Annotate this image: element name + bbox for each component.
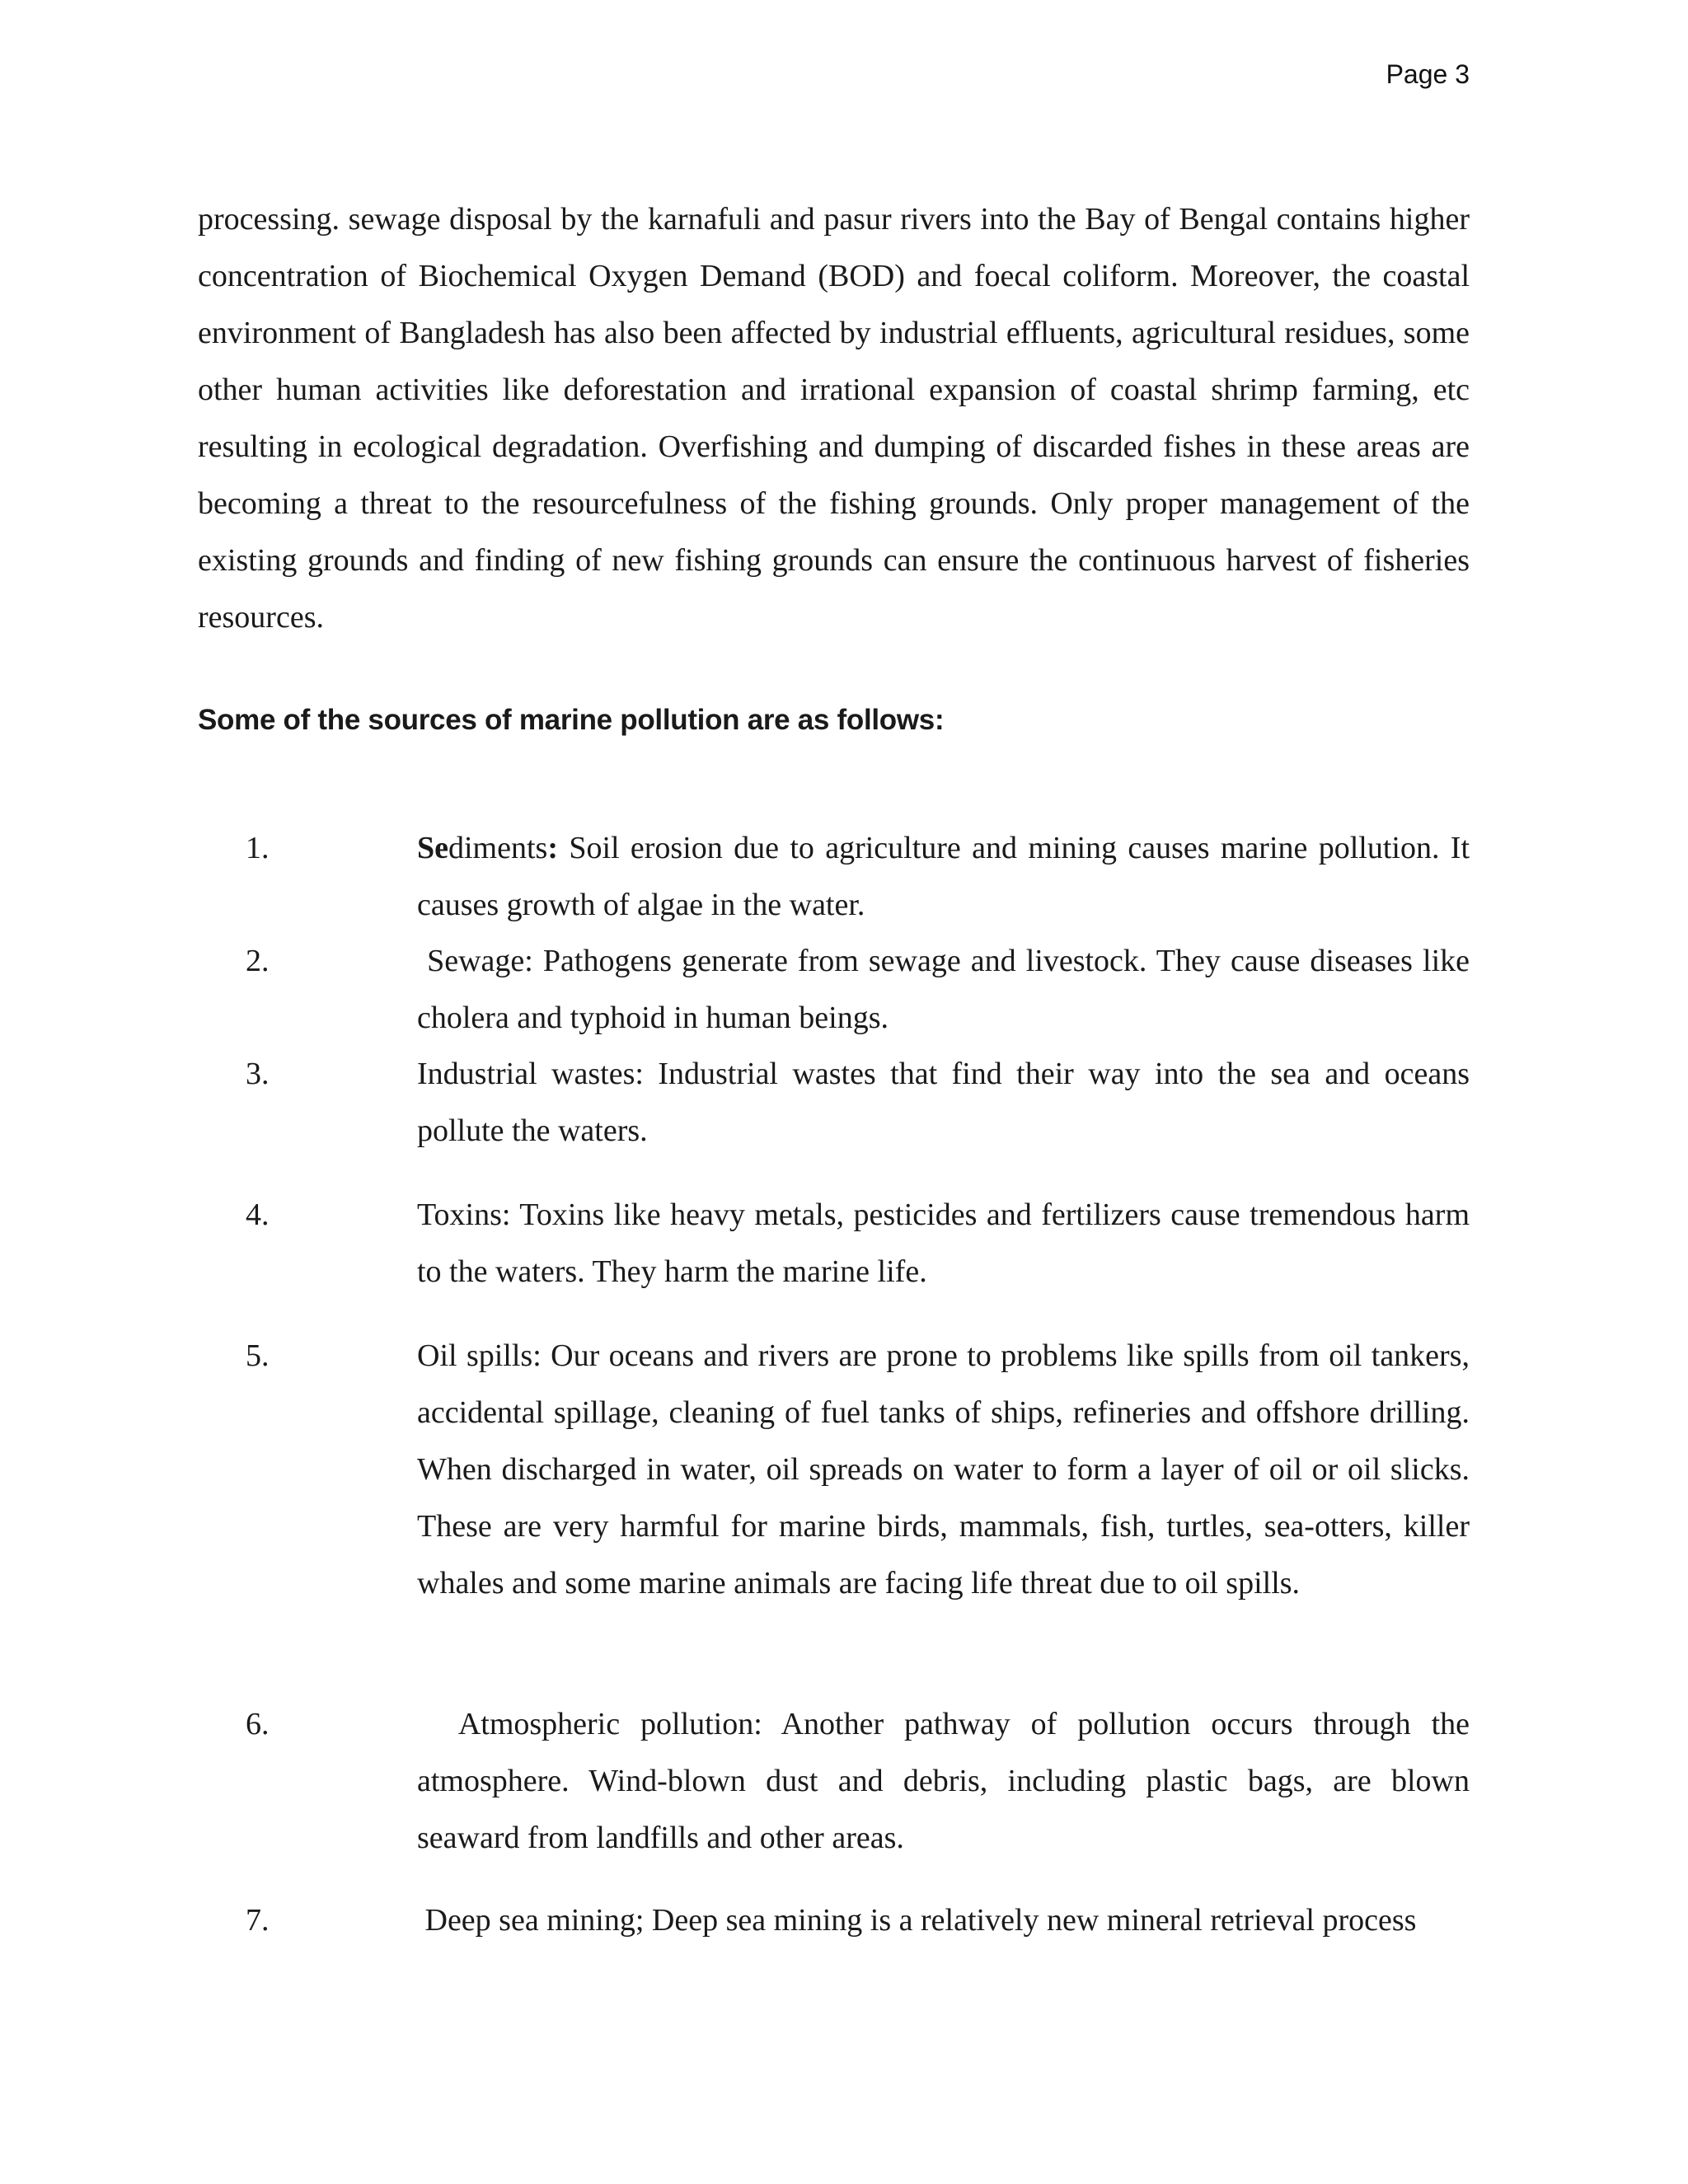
- list-text: Sediments: Soil erosion due to agriculture and mining causes marine pollution. It causes growth of algae in the water.: [417, 831, 1470, 922]
- list-number: 5.: [246, 1338, 270, 1373]
- list-number: 6.: [246, 1707, 270, 1741]
- list-number: 2.: [246, 944, 270, 978]
- list-number: 1.: [246, 831, 270, 865]
- section-heading: Some of the sources of marine pollution are as follows:: [198, 704, 945, 736]
- intro-paragraph: processing. sewage disposal by the karnafuli and pasur rivers into the Bay of Bengal contains higher concentration of Biochemical Oxygen Demand (BOD) and foecal coliform. Moreover, the coastal environment of Bangladesh has also been affected by industrial effluents, agricultural residues, some other human activities like deforestation and irrational expansion of coastal shrimp farming, etc resulting in ecological degradation. Overfishing and dumping of discarded fishes in these areas are becoming a threat to the resourcefulness of the fishing grounds. Only proper management of the existing grounds and finding of new fishing grounds can ensure the continuous harvest of fisheries resources.: [198, 202, 1470, 635]
- page-number: Page 3: [1386, 59, 1470, 89]
- list-text: Deep sea mining; Deep sea mining is a relatively new mineral retrieval process: [417, 1903, 1417, 1938]
- list-number: 3.: [246, 1057, 270, 1091]
- list-number: 7.: [246, 1903, 270, 1938]
- list-text: Toxins: Toxins like heavy metals, pesticides and fertilizers cause tremendous harm to the waters. They harm the marine life.: [417, 1197, 1470, 1289]
- list-text: Industrial wastes: Industrial wastes that find their way into the sea and oceans pollute the waters.: [417, 1057, 1470, 1148]
- list-text: Oil spills: Our oceans and rivers are prone to problems like spills from oil tankers, accidental spillage, cleaning of fuel tanks of ships, refineries and offshore drilling. When discharged in water, oil spreads on water to form a layer of oil or oil slicks. These are very harmful for marine birds, mammals, fish, turtles, sea-otters, killer whales and some marine animals are facing life threat due to oil spills.: [417, 1338, 1470, 1601]
- list-text: Atmospheric pollution: Another pathway of pollution occurs through the atmosphere. Wind-blown dust and debris, including plastic bags, are blown seaward from landfills and other areas.: [417, 1707, 1470, 1855]
- list-text: Sewage: Pathogens generate from sewage and livestock. They cause diseases like cholera and typhoid in human beings.: [417, 944, 1470, 1035]
- list-number: 4.: [246, 1197, 270, 1232]
